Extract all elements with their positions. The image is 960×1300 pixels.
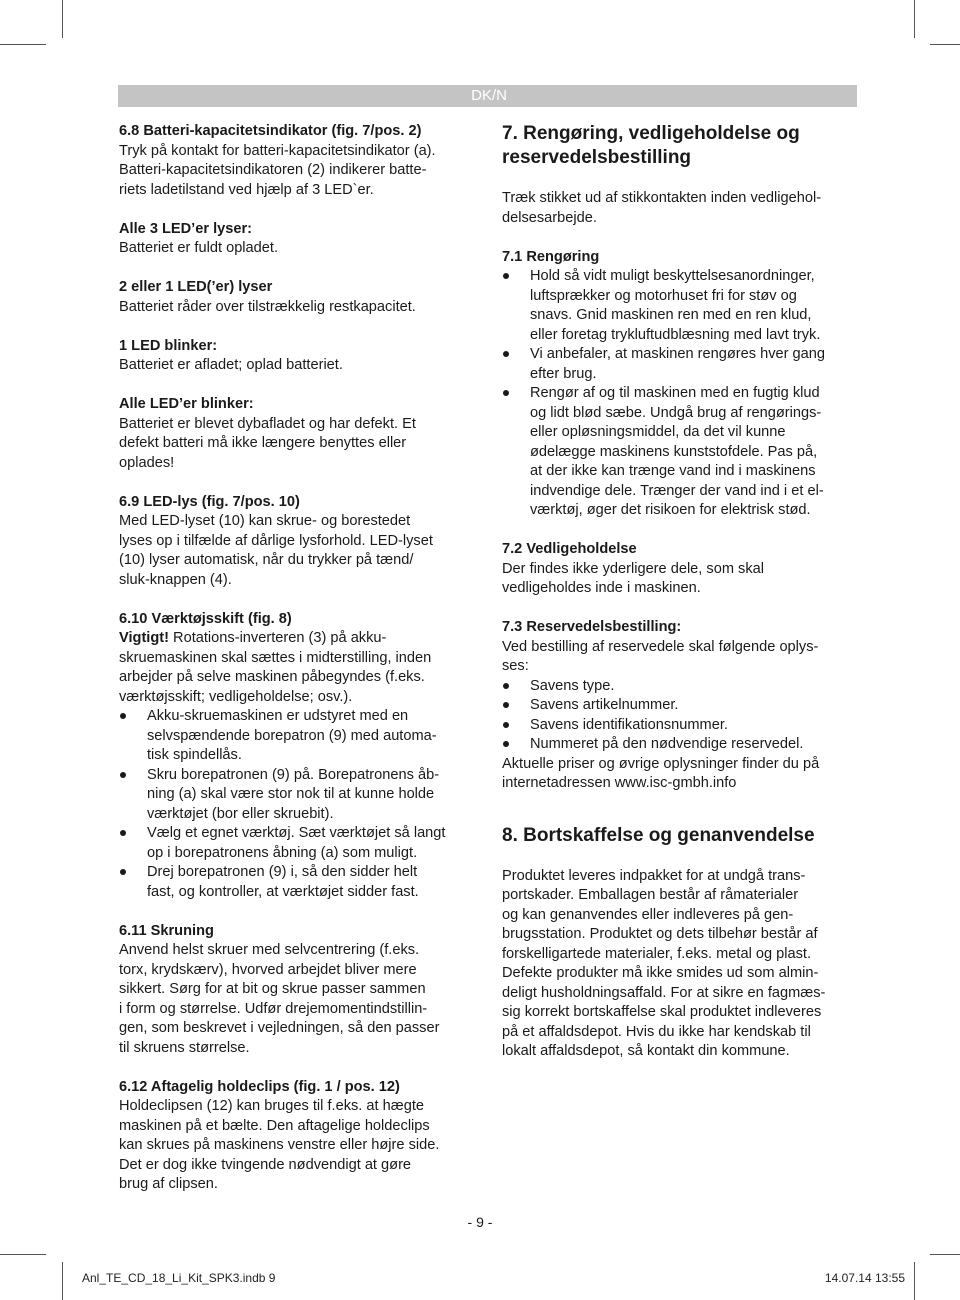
text-line: til skruens størrelse.: [119, 1039, 250, 1056]
section-title: 7.3 Reservedelsbestilling:: [502, 619, 682, 635]
text-line: fast, og kontroller, at værktøjet sidder fast.: [147, 883, 419, 900]
crop-mark: [0, 1254, 46, 1255]
crop-mark: [914, 0, 915, 38]
text-line: Anvend helst skruer med selvcentrering (f.eks.: [119, 942, 420, 958]
list-item: Savens artikelnummer.: [502, 696, 862, 716]
list-item: Savens type.: [502, 677, 862, 697]
text-line: Vi anbefaler, at maskinen rengøres hver gang: [530, 346, 826, 362]
text-line: defekt batteri må ikke længere benyttes eller: [119, 435, 407, 451]
text-line: Tryk på kontakt for batteri-kapacitetsindikator (a).: [119, 142, 436, 159]
list-item: Nummeret på den nødvendige reservedel.: [502, 735, 862, 755]
list-item: [502, 345, 862, 384]
text-line: Batteri-kapacitetsindikatoren (2) indikerer batte-: [119, 162, 427, 178]
text-line: Ved bestilling af reservedele skal følgende oplys-: [502, 638, 819, 655]
section-title: 6.8 Batteri-kapacitetsindikator (fig. 7/pos. 2): [119, 123, 422, 139]
text-line: ses:: [502, 658, 529, 674]
list-item: [119, 707, 474, 766]
text-line: Det er dog ikke tvingende nødvendigt at gøre: [119, 1156, 412, 1173]
text-line: ødelægge maskinens kunststofdele. Pas på,: [530, 443, 818, 460]
text-line: Holdeclipsen (12) kan bruges til f.eks. at hægte: [119, 1098, 425, 1114]
section-7-intro: [502, 189, 862, 228]
text-line: Batteriet er afladet; oplad batteriet.: [119, 357, 343, 373]
text-line: ning (a) skal være stor nok til at kunne holde: [147, 786, 435, 802]
led-one-blink: [119, 337, 474, 376]
section-8: [502, 824, 862, 1062]
section-title: 7.2 Vedligeholdelse: [502, 541, 637, 557]
footer-filename: Anl_TE_CD_18_Li_Kit_SPK3.indb 9: [82, 1271, 276, 1285]
text-line: kan skrues på maskinens venstre eller højre side.: [119, 1137, 440, 1153]
list-item: [119, 766, 474, 825]
text-line: deligt husholdningsaffald. For at sikre en fagmæs-: [502, 984, 826, 1001]
text-line: oplades!: [119, 454, 175, 471]
led-all-on: [119, 220, 474, 259]
text-line: og lidt blød sæbe. Undgå brug af rengørings-: [530, 404, 822, 421]
header-band: [118, 85, 857, 107]
section-title: 6.10 Værktøjsskift (fig. 8): [119, 610, 292, 627]
text-line: Produktet leveres indpakket for at undgå trans-: [502, 867, 806, 884]
subheading: Alle 3 LED’er lyser:: [119, 220, 253, 237]
text-line: [119, 629, 474, 649]
text-line: arbejder på selve maskinen påbegyndes (f.eks.: [119, 669, 425, 685]
crop-mark: [0, 44, 46, 45]
text-line: skruemaskinen skal sættes i midterstilling, inden: [119, 649, 432, 666]
text-line: Hold så vidt muligt beskyttelsesanordninger,: [530, 268, 815, 284]
section-title: 6.11 Skruning: [119, 922, 214, 939]
text-line: delsesarbejde.: [502, 209, 597, 226]
text-line: sluk-knappen (4).: [119, 571, 232, 588]
text-line: i form og størrelse. Udfør drejemomentindstillin-: [119, 1000, 428, 1017]
section-6-8: [119, 122, 474, 200]
section-title: 6.9 LED-lys (fig. 7/pos. 10): [119, 493, 300, 510]
list-item: [119, 824, 474, 863]
text-line: værktøjsskift; vedligeholdelse; osv.).: [119, 688, 353, 705]
section-7-2: [502, 540, 862, 599]
crop-mark: [62, 1262, 63, 1300]
bullet-list: [502, 677, 862, 755]
text-line: luftsprækker og motorhuset fri for støv og: [530, 287, 797, 304]
text-line: maskinen på et bælte. Den aftagelige holdeclips: [119, 1117, 430, 1134]
text-line: brugsstation. Produktet og dets tilbehør består af: [502, 926, 818, 942]
text-line: efter brug.: [530, 365, 597, 382]
text-line: op i borepatronens åbning (a) som muligt.: [147, 844, 418, 861]
text-line: værktøjet (bor eller skruebit).: [147, 805, 334, 822]
chapter-title: reservedelsbestilling: [502, 147, 692, 168]
right-column: [502, 122, 862, 1062]
bullet-list: [502, 267, 862, 521]
text-line: Defekte produkter må ikke smides ud som almin-: [502, 965, 819, 981]
text-line: sig korrekt bortskaffelse skal produktet indleveres: [502, 1004, 822, 1020]
text-line: Akku-skruemaskinen er udstyret med en: [147, 708, 409, 724]
crop-mark: [930, 44, 960, 45]
section-7-title: [502, 122, 862, 170]
text-line: værktøj, øger det risikoen for elektrisk stød.: [530, 502, 811, 518]
text-line: tisk spindellås.: [147, 747, 242, 763]
bullet-list: [119, 707, 474, 902]
list-item: [502, 267, 862, 345]
section-6-9: [119, 493, 474, 591]
text-line: eller opløsningsmiddel, da det vil kunne: [530, 424, 786, 440]
text-line: portskader. Emballagen består af råmaterialer: [502, 887, 799, 903]
section-6-11: [119, 922, 474, 1059]
page-number: - 9 -: [467, 1214, 493, 1230]
crop-mark: [62, 0, 63, 38]
crop-mark: [930, 1254, 960, 1255]
text-line: at der ikke kan trænge vand ind i maskinens: [530, 463, 816, 479]
text-line: Rengør af og til maskinen med en fugtig klud: [530, 385, 820, 401]
list-item: [502, 384, 862, 521]
text-line: gen, som beskrevet i vejledningen, så den passer: [119, 1020, 440, 1036]
list-item: Savens identifikationsnummer.: [502, 716, 862, 736]
text-line: Batteriet råder over tilstrækkelig restkapacitet.: [119, 298, 416, 315]
text-line: Batteriet er blevet dybafladet og har defekt. Et: [119, 415, 416, 432]
text-line: snavs. Gnid maskinen ren med en ren klud,: [530, 307, 812, 323]
section-7-1: [502, 248, 862, 521]
text-line: forskelligartede materialer, f.eks. metal og plast.: [502, 945, 812, 962]
section-title: 7.1 Rengøring: [502, 248, 600, 265]
text-line: på et affaldsdepot. Hvis du ikke har kendskab til: [502, 1023, 811, 1040]
footer-date: 14.07.14 13:55: [824, 1271, 905, 1285]
text-line: riets ladetilstand ved hjælp af 3 LED`er.: [119, 181, 374, 198]
language-code: DK/N: [471, 87, 507, 104]
section-7-3: [502, 618, 862, 794]
left-column: [119, 122, 474, 1195]
led-two-on: [119, 278, 474, 317]
text-line: (10) lyser automatisk, når du trykker på tænd/: [119, 552, 414, 568]
section-6-10: [119, 610, 474, 903]
text-line: lyses op i tilfælde af dårlige lysforhold. LED-lyset: [119, 532, 433, 549]
crop-mark: [914, 1262, 915, 1300]
section-title: 6.12 Aftagelig holdeclips (fig. 1 / pos. 12): [119, 1078, 400, 1095]
list-item: [119, 863, 474, 902]
text-line: eller foretag trykluftudblæsning med lavt tryk.: [530, 326, 821, 343]
text-line: internetadressen www.isc-gmbh.info: [502, 775, 737, 791]
section-6-12: [119, 1078, 474, 1195]
text-line: vedligeholdes inde i maskinen.: [502, 580, 701, 596]
text-line: Skru borepatronen (9) på. Borepatronens åb-: [147, 766, 440, 783]
text-line: Batteriet er fuldt opladet.: [119, 240, 279, 256]
led-all-blink: [119, 395, 474, 473]
text-span: Rotations-inverteren (3) på akku-: [169, 630, 387, 646]
chapter-title: 7. Rengøring, vedligeholdelse og: [502, 123, 800, 144]
important-label: Vigtigt!: [119, 630, 169, 646]
text-line: brug af clipsen.: [119, 1176, 218, 1192]
text-line: indvendige dele. Trænger der vand ind i et el-: [530, 482, 824, 499]
text-line: og kan genanvendes eller indleveres på gen-: [502, 906, 794, 923]
chapter-title: 8. Bortskaffelse og genanvendelse: [502, 824, 815, 846]
subheading: 1 LED blinker:: [119, 337, 218, 354]
subheading: 2 eller 1 LED(’er) lyser: [119, 279, 273, 295]
text-line: Der findes ikke yderligere dele, som skal: [502, 560, 764, 577]
text-line: Vælg et egnet værktøj. Sæt værktøjet så langt: [147, 825, 446, 841]
text-line: lokalt affaldsdepot, så kontakt din kommune.: [502, 1043, 790, 1059]
text-line: Med LED-lyset (10) kan skrue- og borestedet: [119, 513, 411, 529]
text-line: Aktuelle priser og øvrige oplysninger finder du på: [502, 755, 820, 772]
text-line: Træk stikket ud af stikkontakten inden vedligehol-: [502, 190, 822, 206]
text-line: torx, krydskærv), hvorved arbejdet bliver mere: [119, 961, 417, 978]
text-line: selvspændende borepatron (9) med automa-: [147, 727, 437, 744]
text-line: sikkert. Sørg for at bit og skrue passer sammen: [119, 981, 426, 997]
text-line: Drej borepatronen (9) i, så den sidder helt: [147, 864, 418, 880]
subheading: Alle LED’er blinker:: [119, 396, 254, 412]
